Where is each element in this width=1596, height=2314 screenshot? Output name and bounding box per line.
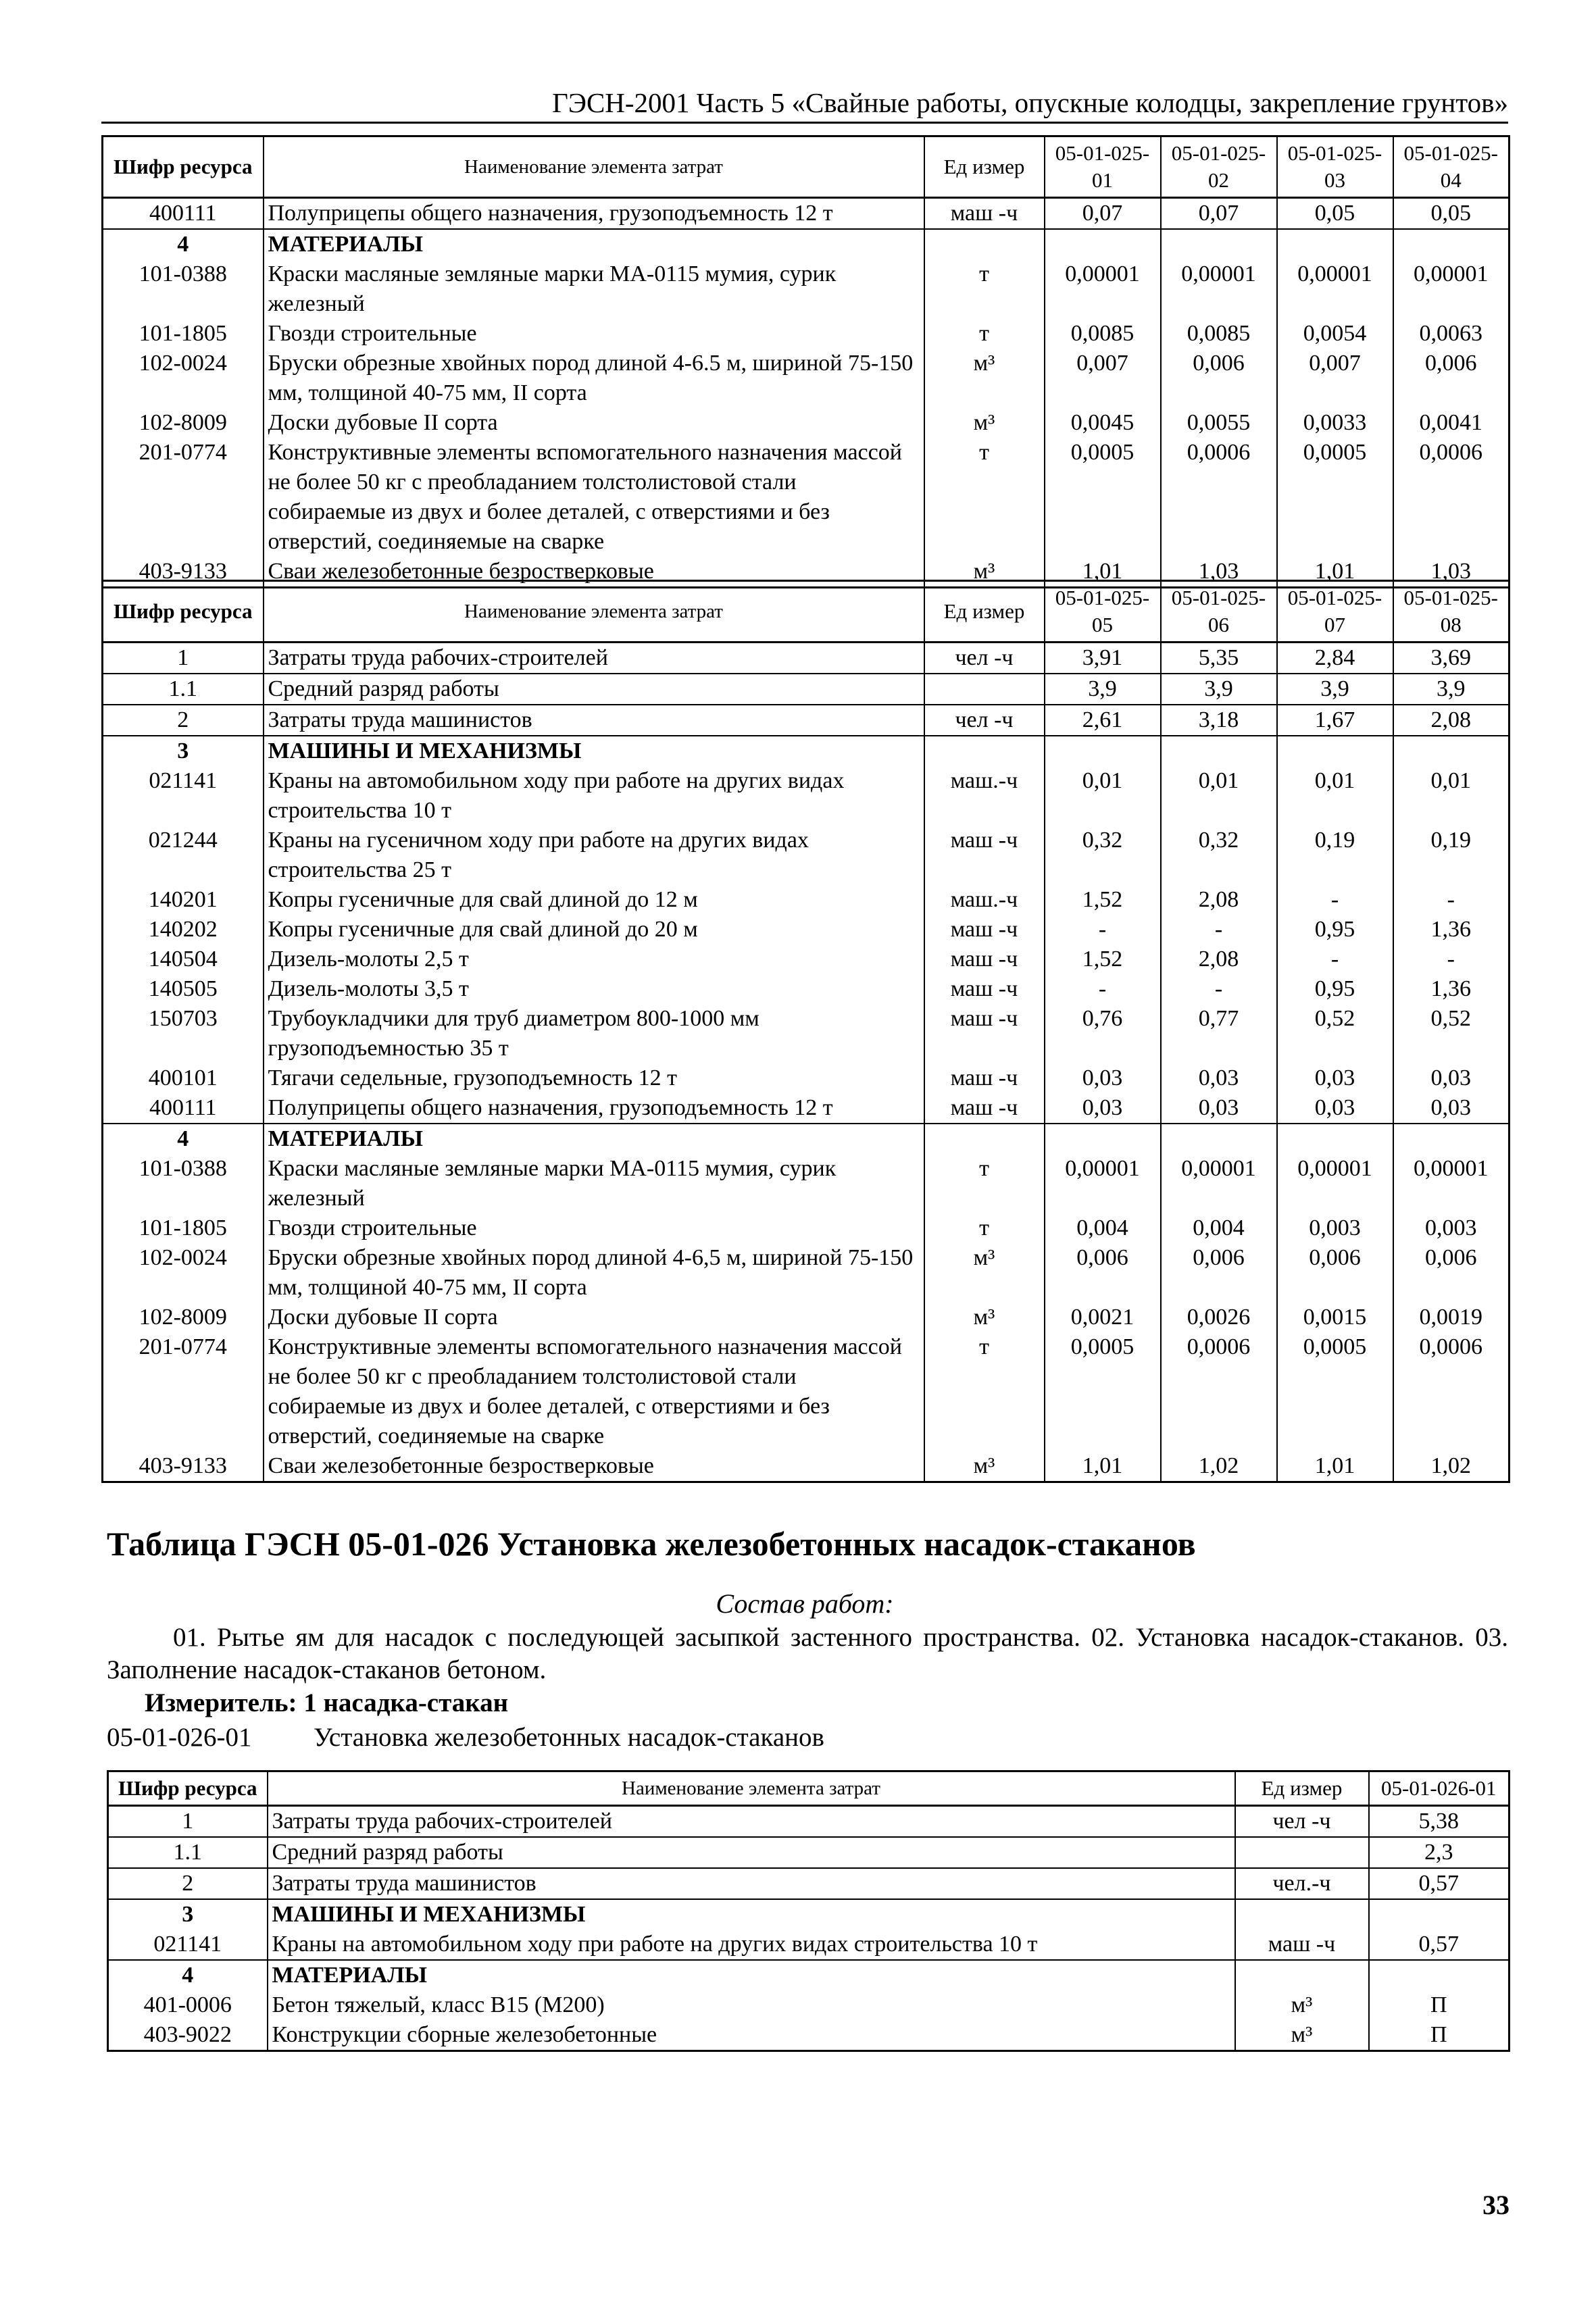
resource-unit: м³ [924, 408, 1045, 438]
norm-value: П [1369, 2020, 1510, 2051]
resource-unit: чел -ч [924, 643, 1045, 674]
norm-value: 0,77 [1161, 1004, 1277, 1063]
table-row [103, 826, 1510, 885]
resource-name: Конструктивные элементы вспомогательного назначения массой не более 50 кг с преобладанием толстолистовой стали собираемые из двух и более деталей, с отверстиями и без отверстий, соединяемые на сварке [264, 438, 924, 557]
col-header-code: Шифр ресурса [103, 136, 264, 198]
norm-value [1369, 1960, 1510, 1990]
resource-code: 2 [108, 1868, 268, 1899]
norm-line [107, 1721, 824, 1754]
col-header-norm: 05-01-025-07 [1277, 581, 1393, 643]
col-header-code: Шифр ресурса [108, 1771, 268, 1806]
norm-value: 1,36 [1393, 915, 1510, 945]
table-row [103, 1303, 1510, 1332]
norm-value: 0,52 [1277, 1004, 1393, 1063]
resource-code: 201-0774 [103, 438, 264, 557]
table-row [103, 1093, 1510, 1124]
norm-value: 3,9 [1161, 674, 1277, 705]
resource-name: Копры гусеничные для свай длиной до 12 м [264, 885, 924, 915]
norm-name: Установка железобетонных насадок-стаканов [314, 1723, 824, 1752]
resource-code: 101-1805 [103, 319, 264, 349]
table-row [103, 1004, 1510, 1063]
resource-name: Краски масляные земляные марки МА-0115 мумия, сурик железный [264, 259, 924, 319]
norm-value: 0,0005 [1045, 438, 1161, 557]
resource-code: 401-0006 [108, 1990, 268, 2020]
table-title: Таблица ГЭСН 05-01-026 Установка железобетонных насадок-стаканов [107, 1525, 1196, 1563]
norm-value: 0,007 [1045, 349, 1161, 408]
norm-value: 0,03 [1161, 1063, 1277, 1093]
norm-value: 1,02 [1393, 1451, 1510, 1482]
table-row [103, 408, 1510, 438]
norm-value: 0,0005 [1277, 438, 1393, 557]
resource-unit: т [924, 319, 1045, 349]
norm-value: - [1161, 915, 1277, 945]
resource-name: Бруски обрезные хвойных пород длиной 4-6.5 м, шириной 75-150 мм, толщиной 40-75 мм, II сорта [264, 349, 924, 408]
norm-value: П [1369, 1990, 1510, 2020]
resource-code: 201-0774 [103, 1332, 264, 1451]
resource-name: Полуприцепы общего назначения, грузоподъемность 12 т [264, 1093, 924, 1124]
table-row [103, 945, 1510, 974]
resource-unit: м³ [924, 557, 1045, 588]
resource-unit [1235, 1837, 1369, 1868]
norm-value [1161, 229, 1277, 259]
norm-value: 1,01 [1045, 557, 1161, 588]
norm-value: 0,0005 [1277, 1332, 1393, 1451]
norm-value: 0,006 [1393, 1243, 1510, 1303]
norm-value: 0,004 [1045, 1213, 1161, 1243]
resource-code: 403-9133 [103, 557, 264, 588]
resource-code: 102-0024 [103, 349, 264, 408]
resource-code: 1.1 [108, 1837, 268, 1868]
resource-name: Краски масляные земляные марки МА-0115 мумия, сурик железный [264, 1154, 924, 1213]
norm-value: 0,0085 [1161, 319, 1277, 349]
table-row [108, 1930, 1510, 1960]
norm-value: - [1277, 885, 1393, 915]
norm-value: 0,0055 [1161, 408, 1277, 438]
resource-unit: м³ [924, 1243, 1045, 1303]
col-header-name: Наименование элемента затрат [268, 1771, 1235, 1806]
resource-name: Затраты труда рабочих-строителей [268, 1806, 1235, 1838]
norm-value: - [1161, 974, 1277, 1004]
resource-code: 150703 [103, 1004, 264, 1063]
resource-name: Конструктивные элементы вспомогательного назначения массой не более 50 кг с преобладанием толстолистовой стали собираемые из двух и более деталей, с отверстиями и без отверстий, соединяемые на сварке [264, 1332, 924, 1451]
composition-heading: Состав работ: [716, 1588, 894, 1619]
norm-value: 0,95 [1277, 915, 1393, 945]
resource-name: Краны на гусеничном ходу при работе на других видах строительства 25 т [264, 826, 924, 885]
resource-name: Краны на автомобильном ходу при работе на других видах строительства 10 т [268, 1930, 1235, 1960]
norm-value: 0,95 [1277, 974, 1393, 1004]
col-header-norm: 05-01-025-02 [1161, 136, 1277, 198]
norm-value: 1,01 [1277, 557, 1393, 588]
norm-value: 0,00001 [1277, 259, 1393, 319]
norm-value: 2,3 [1369, 1837, 1510, 1868]
norm-value: 0,0063 [1393, 319, 1510, 349]
col-header-unit: Ед измер [1235, 1771, 1369, 1806]
norm-value: 0,01 [1161, 766, 1277, 826]
resource-name: Копры гусеничные для свай длиной до 20 м [264, 915, 924, 945]
resource-unit: маш -ч [924, 1093, 1045, 1124]
table-row [103, 915, 1510, 945]
norm-value: 1,52 [1045, 945, 1161, 974]
resource-name: Доски дубовые II сорта [264, 1303, 924, 1332]
norm-value: 0,0006 [1393, 438, 1510, 557]
norm-value: 3,18 [1161, 705, 1277, 736]
resource-unit: маш.-ч [924, 885, 1045, 915]
resource-name: Конструкции сборные железобетонные [268, 2020, 1235, 2051]
norm-value: 2,08 [1161, 885, 1277, 915]
table-row [103, 1213, 1510, 1243]
resource-code: 021141 [108, 1930, 268, 1960]
resource-name: Затраты труда машинистов [268, 1868, 1235, 1899]
resource-code: 4 [103, 229, 264, 259]
resource-code: 403-9022 [108, 2020, 268, 2051]
norm-value: 0,0085 [1045, 319, 1161, 349]
norm-value: 0,32 [1045, 826, 1161, 885]
resource-unit [924, 674, 1045, 705]
resource-unit: маш.-ч [924, 766, 1045, 826]
table-header-row [103, 136, 1510, 198]
norm-value: - [1393, 885, 1510, 915]
resource-name: Гвозди строительные [264, 1213, 924, 1243]
norm-value: 0,05 [1277, 198, 1393, 230]
col-header-unit: Ед измер [924, 581, 1045, 643]
col-header-norm: 05-01-025-04 [1393, 136, 1510, 198]
table-row [103, 259, 1510, 319]
norm-value [1369, 1899, 1510, 1930]
resource-code: 1 [103, 643, 264, 674]
resource-name: МАТЕРИАЛЫ [264, 1124, 924, 1154]
norm-value: 1,67 [1277, 705, 1393, 736]
table-row [103, 674, 1510, 705]
norm-value: 0,003 [1277, 1213, 1393, 1243]
norm-value: 1,52 [1045, 885, 1161, 915]
resource-name: Дизель-молоты 2,5 т [264, 945, 924, 974]
norm-value: - [1045, 974, 1161, 1004]
norm-value: 0,03 [1393, 1063, 1510, 1093]
resource-unit [924, 736, 1045, 766]
col-header-name: Наименование элемента затрат [264, 581, 924, 643]
norm-value: 1,01 [1045, 1451, 1161, 1482]
header-rule [101, 122, 1508, 124]
resource-code: 2 [103, 705, 264, 736]
table-row [108, 1868, 1510, 1899]
resource-name: Доски дубовые II сорта [264, 408, 924, 438]
norm-value: 0,004 [1161, 1213, 1277, 1243]
resource-table-025-01-04 [101, 135, 1510, 588]
section-row [108, 1899, 1510, 1930]
resource-name: Сваи железобетонные безростверковые [264, 557, 924, 588]
resource-unit: маш -ч [924, 198, 1045, 230]
running-header: ГЭСН-2001 Часть 5 «Свайные работы, опускные колодцы, закрепление грунтов» [552, 87, 1508, 118]
norm-value: 0,0045 [1045, 408, 1161, 438]
resource-unit: маш -ч [924, 1004, 1045, 1063]
table-row [103, 766, 1510, 826]
norm-value: 0,0006 [1161, 438, 1277, 557]
norm-value: 0,32 [1161, 826, 1277, 885]
resource-unit: м³ [1235, 1990, 1369, 2020]
norm-value: 3,9 [1277, 674, 1393, 705]
resource-unit [924, 1124, 1045, 1154]
resource-name: МАШИНЫ И МЕХАНИЗМЫ [264, 736, 924, 766]
norm-value: 3,9 [1045, 674, 1161, 705]
norm-value: 0,0005 [1045, 1332, 1161, 1451]
resource-code: 102-8009 [103, 408, 264, 438]
table-row [103, 1451, 1510, 1482]
table-row [103, 198, 1510, 230]
norm-value: 0,00001 [1161, 1154, 1277, 1213]
resource-unit: м³ [924, 1451, 1045, 1482]
norm-value: 0,07 [1045, 198, 1161, 230]
norm-value [1277, 229, 1393, 259]
norm-value: 0,003 [1393, 1213, 1510, 1243]
table-row [103, 885, 1510, 915]
section-row [103, 736, 1510, 766]
table-row [108, 1990, 1510, 2020]
resource-code: 101-0388 [103, 259, 264, 319]
table-row [103, 349, 1510, 408]
norm-value: 0,03 [1161, 1093, 1277, 1124]
norm-value: 0,76 [1045, 1004, 1161, 1063]
norm-value [1393, 736, 1510, 766]
norm-value: 0,007 [1277, 349, 1393, 408]
resource-unit: маш -ч [924, 1063, 1045, 1093]
table-row [103, 319, 1510, 349]
resource-unit: т [924, 1213, 1045, 1243]
section-row [103, 1124, 1510, 1154]
col-header-norm: 05-01-025-03 [1277, 136, 1393, 198]
resource-code: 021244 [103, 826, 264, 885]
resource-unit: м³ [924, 349, 1045, 408]
norm-value: 0,0015 [1277, 1303, 1393, 1332]
norm-value: 0,00001 [1277, 1154, 1393, 1213]
resource-code: 1.1 [103, 674, 264, 705]
norm-value: 0,57 [1369, 1868, 1510, 1899]
table-row [103, 1154, 1510, 1213]
norm-value: 0,0033 [1277, 408, 1393, 438]
norm-value: 1,02 [1161, 1451, 1277, 1482]
resource-code: 140505 [103, 974, 264, 1004]
resource-unit: маш -ч [924, 945, 1045, 974]
norm-value: 0,57 [1369, 1930, 1510, 1960]
norm-value: 5,35 [1161, 643, 1277, 674]
norm-value: 1,36 [1393, 974, 1510, 1004]
norm-value [1161, 1124, 1277, 1154]
norm-value: 0,03 [1045, 1093, 1161, 1124]
resource-name: Сваи железобетонные безростверковые [264, 1451, 924, 1482]
resource-code: 3 [103, 736, 264, 766]
resource-name: Тягачи седельные, грузоподъемность 12 т [264, 1063, 924, 1093]
resource-code: 021141 [103, 766, 264, 826]
resource-name: МАТЕРИАЛЫ [264, 229, 924, 259]
norm-value: 1,03 [1161, 557, 1277, 588]
resource-unit: маш -ч [1235, 1930, 1369, 1960]
resource-unit: м³ [924, 1303, 1045, 1332]
table-row [103, 438, 1510, 557]
norm-value: 1,01 [1277, 1451, 1393, 1482]
page-number: 33 [1482, 2190, 1510, 2220]
norm-value: 5,38 [1369, 1806, 1510, 1838]
resource-name: Полуприцепы общего назначения, грузоподъемность 12 т [264, 198, 924, 230]
norm-value: 0,01 [1393, 766, 1510, 826]
resource-name: Средний разряд работы [268, 1837, 1235, 1868]
resource-code: 400101 [103, 1063, 264, 1093]
resource-unit [1235, 1960, 1369, 1990]
resource-name: Затраты труда рабочих-строителей [264, 643, 924, 674]
norm-value: 0,006 [1161, 1243, 1277, 1303]
col-header-norm: 05-01-025-01 [1045, 136, 1161, 198]
table-row [103, 1332, 1510, 1451]
norm-value [1161, 736, 1277, 766]
resource-unit: т [924, 259, 1045, 319]
resource-name: Дизель-молоты 3,5 т [264, 974, 924, 1004]
table-row [108, 1837, 1510, 1868]
resource-unit [1235, 1899, 1369, 1930]
norm-value: 0,006 [1393, 349, 1510, 408]
resource-unit: т [924, 438, 1045, 557]
col-header-norm: 05-01-026-01 [1369, 1771, 1510, 1806]
norm-code: 05-01-026-01 [107, 1723, 252, 1752]
norm-value: 0,0006 [1161, 1332, 1277, 1451]
resource-code: 140202 [103, 915, 264, 945]
norm-value: 2,08 [1393, 705, 1510, 736]
resource-code: 403-9133 [103, 1451, 264, 1482]
norm-value: 2,61 [1045, 705, 1161, 736]
norm-value: 0,00001 [1393, 259, 1510, 319]
col-header-norm: 05-01-025-08 [1393, 581, 1510, 643]
norm-value: 1,03 [1393, 557, 1510, 588]
norm-value: 3,69 [1393, 643, 1510, 674]
norm-value: 0,07 [1161, 198, 1277, 230]
norm-value: 0,0026 [1161, 1303, 1277, 1332]
norm-value: 0,0041 [1393, 408, 1510, 438]
norm-value: 2,84 [1277, 643, 1393, 674]
resource-unit [924, 229, 1045, 259]
resource-unit: т [924, 1332, 1045, 1451]
norm-value: 0,006 [1045, 1243, 1161, 1303]
resource-name: МАШИНЫ И МЕХАНИЗМЫ [268, 1899, 1235, 1930]
norm-value: 3,9 [1393, 674, 1510, 705]
norm-value [1277, 736, 1393, 766]
resource-code: 400111 [103, 198, 264, 230]
resource-name: Затраты труда машинистов [264, 705, 924, 736]
resource-table-025-05-08 [101, 580, 1510, 1483]
norm-value [1045, 1124, 1161, 1154]
table-row [103, 1063, 1510, 1093]
section-row [103, 229, 1510, 259]
norm-value: 0,03 [1277, 1063, 1393, 1093]
resource-unit: чел.-ч [1235, 1868, 1369, 1899]
norm-value: 0,01 [1045, 766, 1161, 826]
resource-code: 4 [108, 1960, 268, 1990]
resource-code: 101-0388 [103, 1154, 264, 1213]
resource-unit: чел -ч [924, 705, 1045, 736]
resource-code: 3 [108, 1899, 268, 1930]
norm-value: 0,03 [1045, 1063, 1161, 1093]
measure-line: Измеритель: 1 насадка-стакан [145, 1688, 509, 1717]
col-header-name: Наименование элемента затрат [264, 136, 924, 198]
norm-value [1045, 229, 1161, 259]
resource-table-026-01 [107, 1770, 1510, 2052]
resource-name: Средний разряд работы [264, 674, 924, 705]
norm-value: 0,0054 [1277, 319, 1393, 349]
norm-value: 0,00001 [1161, 259, 1277, 319]
table-row [108, 2020, 1510, 2051]
col-header-unit: Ед измер [924, 136, 1045, 198]
composition-text: 01. Рытье ям для насадок с последующей засыпкой застенного пространства. 02. Установка насадок-стаканов. 03. Заполнение насадок-стаканов бетоном. [107, 1623, 1508, 1684]
norm-value [1277, 1124, 1393, 1154]
col-header-code: Шифр ресурса [103, 581, 264, 643]
col-header-norm: 05-01-025-05 [1045, 581, 1161, 643]
norm-value: 0,03 [1393, 1093, 1510, 1124]
resource-code: 102-8009 [103, 1303, 264, 1332]
resource-code: 400111 [103, 1093, 264, 1124]
resource-name: Гвозди строительные [264, 319, 924, 349]
norm-value: 3,91 [1045, 643, 1161, 674]
resource-unit: маш -ч [924, 826, 1045, 885]
norm-value: - [1277, 945, 1393, 974]
table-row [103, 643, 1510, 674]
norm-value: - [1045, 915, 1161, 945]
table-header-row [103, 581, 1510, 643]
col-header-norm: 05-01-025-06 [1161, 581, 1277, 643]
norm-value: 0,52 [1393, 1004, 1510, 1063]
resource-name: Трубоукладчики для труб диаметром 800-1000 мм грузоподъемностью 35 т [264, 1004, 924, 1063]
norm-value: 0,0006 [1393, 1332, 1510, 1451]
resource-name: МАТЕРИАЛЫ [268, 1960, 1235, 1990]
norm-value: 0,19 [1393, 826, 1510, 885]
section-row [108, 1960, 1510, 1990]
resource-code: 102-0024 [103, 1243, 264, 1303]
resource-name: Бруски обрезные хвойных пород длиной 4-6,5 м, шириной 75-150 мм, толщиной 40-75 мм, II сорта [264, 1243, 924, 1303]
resource-code: 140504 [103, 945, 264, 974]
table-row [103, 974, 1510, 1004]
resource-name: Бетон тяжелый, класс В15 (М200) [268, 1990, 1235, 2020]
table-header-row [108, 1771, 1510, 1806]
table-row [103, 705, 1510, 736]
norm-value: 0,03 [1277, 1093, 1393, 1124]
resource-unit: маш -ч [924, 974, 1045, 1004]
resource-code: 101-1805 [103, 1213, 264, 1243]
norm-value [1393, 229, 1510, 259]
norm-value: 0,0019 [1393, 1303, 1510, 1332]
norm-value: 0,006 [1161, 349, 1277, 408]
norm-value: 2,08 [1161, 945, 1277, 974]
norm-value: 0,01 [1277, 766, 1393, 826]
norm-value: 0,19 [1277, 826, 1393, 885]
norm-value: - [1393, 945, 1510, 974]
resource-name: Краны на автомобильном ходу при работе на других видах строительства 10 т [264, 766, 924, 826]
resource-code: 140201 [103, 885, 264, 915]
resource-unit: маш -ч [924, 915, 1045, 945]
norm-value: 0,0021 [1045, 1303, 1161, 1332]
norm-value [1045, 736, 1161, 766]
norm-value: 0,05 [1393, 198, 1510, 230]
norm-value: 0,00001 [1045, 259, 1161, 319]
norm-value: 0,00001 [1393, 1154, 1510, 1213]
norm-value: 0,006 [1277, 1243, 1393, 1303]
resource-unit: т [924, 1154, 1045, 1213]
resource-code: 4 [103, 1124, 264, 1154]
resource-code: 1 [108, 1806, 268, 1838]
resource-unit: м³ [1235, 2020, 1369, 2051]
norm-value: 0,00001 [1045, 1154, 1161, 1213]
table-row [103, 1243, 1510, 1303]
resource-unit: чел -ч [1235, 1806, 1369, 1838]
norm-value [1393, 1124, 1510, 1154]
table-row [108, 1806, 1510, 1838]
